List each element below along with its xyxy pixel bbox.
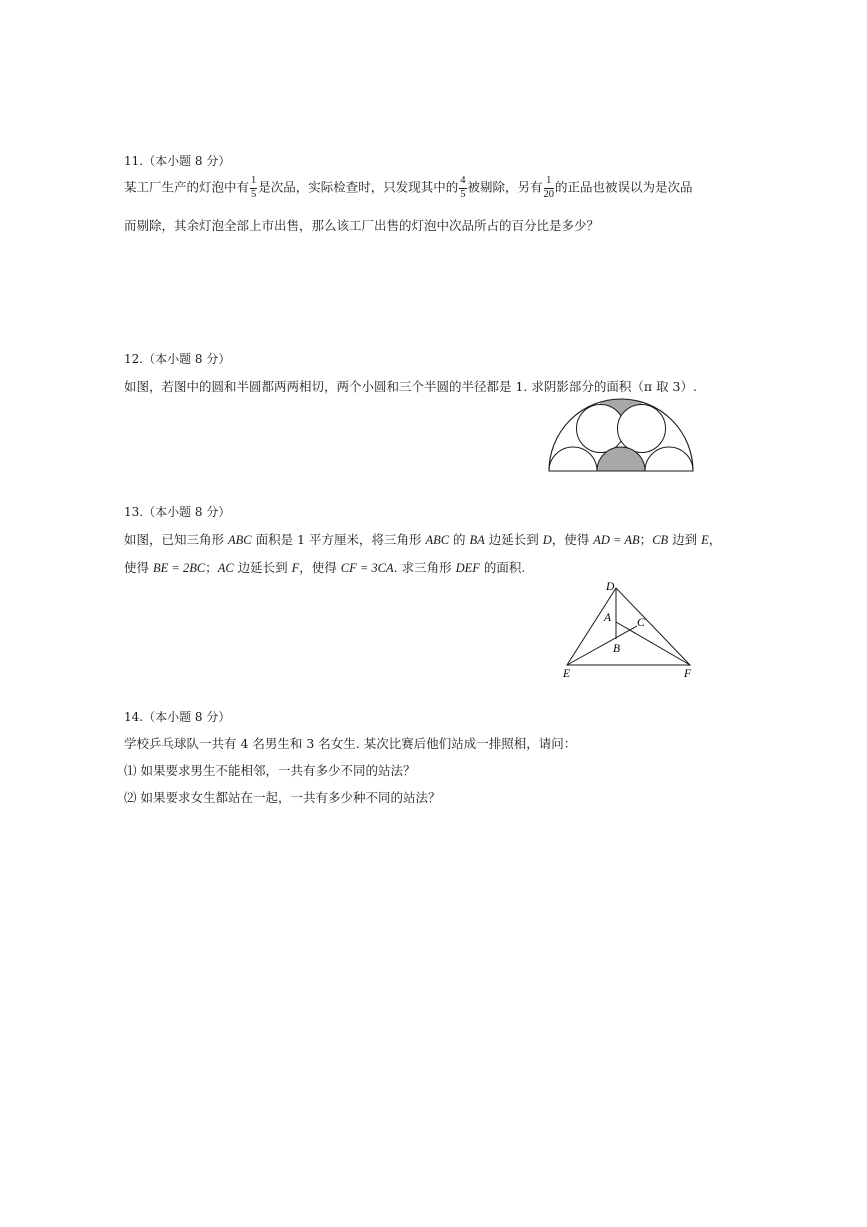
t: 边延长到 <box>233 560 292 575</box>
t: 如图，已知三角形 <box>124 532 228 547</box>
t: AC <box>217 561 234 575</box>
q13-line-1 <box>124 530 721 548</box>
q13-heading: 13.（本小题 8 分） <box>124 505 231 519</box>
fraction-4-5 <box>459 176 466 200</box>
frac-denominator: 5 <box>251 188 257 200</box>
t: ； <box>639 532 653 547</box>
t: E <box>701 533 709 547</box>
t: CB <box>652 533 669 547</box>
frac-numerator: 4 <box>459 176 466 189</box>
label-b: B <box>613 643 621 655</box>
equation-cf-3ca: CF = 3CA <box>340 561 394 575</box>
t: ABC <box>425 533 450 547</box>
frac-denominator: 20 <box>543 188 555 200</box>
q14-heading: 14.（本小题 8 分） <box>124 710 231 724</box>
semicircle-circles-figure <box>545 396 701 474</box>
t: 使得 <box>124 560 153 575</box>
t: ABC <box>227 533 252 547</box>
fraction-1-5 <box>250 176 257 200</box>
t: 的面积. <box>479 560 526 575</box>
t: D <box>542 533 552 547</box>
q13-line-2 <box>124 558 525 576</box>
label-c: C <box>637 617 645 629</box>
q14-part-2: ⑵ 如果要求女生都站在一起，一共有多少种不同的站法？ <box>124 790 441 805</box>
t: DEF <box>455 561 480 575</box>
q11-text-d: 的正品也被误以为是次品 <box>555 179 693 195</box>
q11-text-b: 是次品，实际检查时，只发现其中的 <box>258 179 459 195</box>
t: F <box>291 561 300 575</box>
q14-part-1: ⑴ 如果要求男生不能相邻，一共有多少不同的站法？ <box>124 763 416 778</box>
fraction-1-20 <box>544 176 555 200</box>
frac-denominator: 5 <box>460 188 466 200</box>
t: ； <box>205 560 218 575</box>
equation-be-2bc: BE = 2BC <box>152 561 206 575</box>
label-d: D <box>606 581 615 593</box>
t: ， <box>708 532 722 547</box>
q11-line-1 <box>124 176 693 200</box>
q11-heading: 11.（本小题 8 分） <box>124 154 231 168</box>
label-a: A <box>604 612 612 624</box>
t: BA <box>469 533 485 547</box>
q12-heading: 12.（本小题 8 分） <box>124 352 231 366</box>
t: ，使得 <box>299 560 341 575</box>
label-e: E <box>563 668 571 680</box>
q11-line-2: 而剔除，其余灯泡全部上市出售，那么该工厂出售的灯泡中次品所占的百分比是多少？ <box>124 218 600 233</box>
triangle-def-figure <box>558 578 698 680</box>
q14-line-1: 学校乒乓球队一共有 4 名男生和 3 名女生. 某次比赛后他们站成一排照相，请问： <box>124 736 577 751</box>
frac-numerator: 1 <box>544 176 555 189</box>
frac-numerator: 1 <box>250 176 257 189</box>
t: 面积是 1 平方厘米，将三角形 <box>251 532 426 547</box>
t: 的 <box>449 532 470 547</box>
t: 边延长到 <box>484 532 543 547</box>
equation-ad-ab: AD = AB <box>593 533 640 547</box>
q11-text-a: 某工厂生产的灯泡中有 <box>124 179 250 195</box>
t: . 求三角形 <box>393 560 456 575</box>
t: ，使得 <box>551 532 594 547</box>
t: 边到 <box>668 532 702 547</box>
q11-text-c: 被剔除，另有 <box>467 179 543 195</box>
label-f: F <box>684 668 692 680</box>
q12-line-1: 如图，若图中的圆和半圆都两两相切，两个小圆和三个半圆的半径都是 1. 求阴影部分的面积（π 取 3）. <box>124 379 697 394</box>
